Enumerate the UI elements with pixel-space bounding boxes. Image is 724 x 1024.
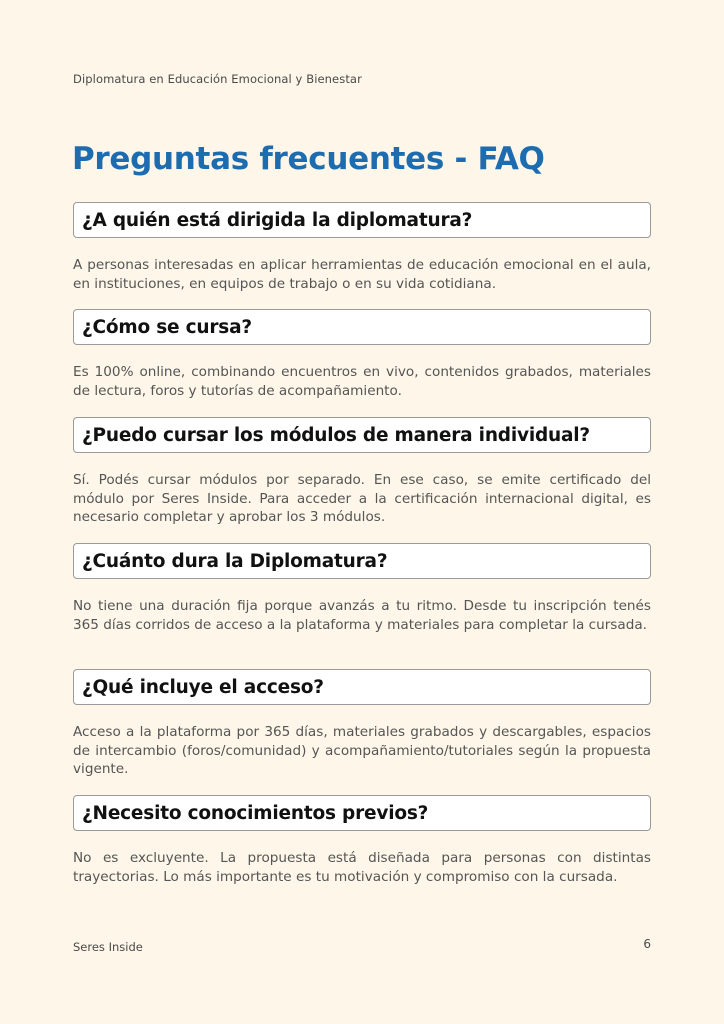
document-header: Diplomatura en Educación Emocional y Bienestar — [73, 72, 362, 86]
faq-answer: A personas interesadas en aplicar herramientas de educación emocional en el aula, en instituciones, en equipos de trabajo o en su vida cotidiana. — [73, 257, 651, 292]
faq-item-prior-knowledge — [73, 795, 651, 886]
faq-question: ¿Necesito conocimientos previos? — [73, 795, 651, 831]
page-title: Preguntas frecuentes - FAQ — [72, 141, 545, 177]
footer-brand: Seres Inside — [73, 940, 143, 954]
faq-answer: Acceso a la plataforma por 365 días, materiales grabados y descargables, espacios de intercambio (foros/comunidad) y acompañamiento/tutoriales según la propuesta vigente. — [73, 724, 651, 777]
faq-question: ¿Cómo se cursa? — [73, 309, 651, 345]
faq-answer: Sí. Podés cursar módulos por separado. En ese caso, se emite certificado del módulo por Seres Inside. Para acceder a la certificación internacional digital, es necesario completar y aprobar los 3 módulos. — [73, 472, 651, 525]
faq-answer: Es 100% online, combinando encuentros en vivo, contenidos grabados, materiales de lectura, foros y tutorías de acompañamiento. — [73, 364, 651, 399]
faq-item-target-audience — [73, 202, 651, 293]
faq-question: ¿A quién está dirigida la diplomatura? — [73, 202, 651, 238]
faq-question: ¿Puedo cursar los módulos de manera individual? — [73, 417, 651, 453]
faq-item-how-to-study — [73, 309, 651, 400]
page-number: 6 — [643, 937, 651, 951]
faq-answer: No es excluyente. La propuesta está diseñada para personas con distintas trayectorias. Lo más importante es tu motivación y compromiso con la cursada. — [73, 850, 651, 885]
faq-answer: No tiene una duración fija porque avanzás a tu ritmo. Desde tu inscripción tenés 365 días corridos de acceso a la plataforma y materiales para completar la cursada. — [73, 598, 651, 633]
faq-item-duration — [73, 543, 651, 634]
faq-item-individual-modules — [73, 417, 651, 527]
faq-question: ¿Cuánto dura la Diplomatura? — [73, 543, 651, 579]
faq-question: ¿Qué incluye el acceso? — [73, 669, 651, 705]
faq-item-access-includes — [73, 669, 651, 779]
